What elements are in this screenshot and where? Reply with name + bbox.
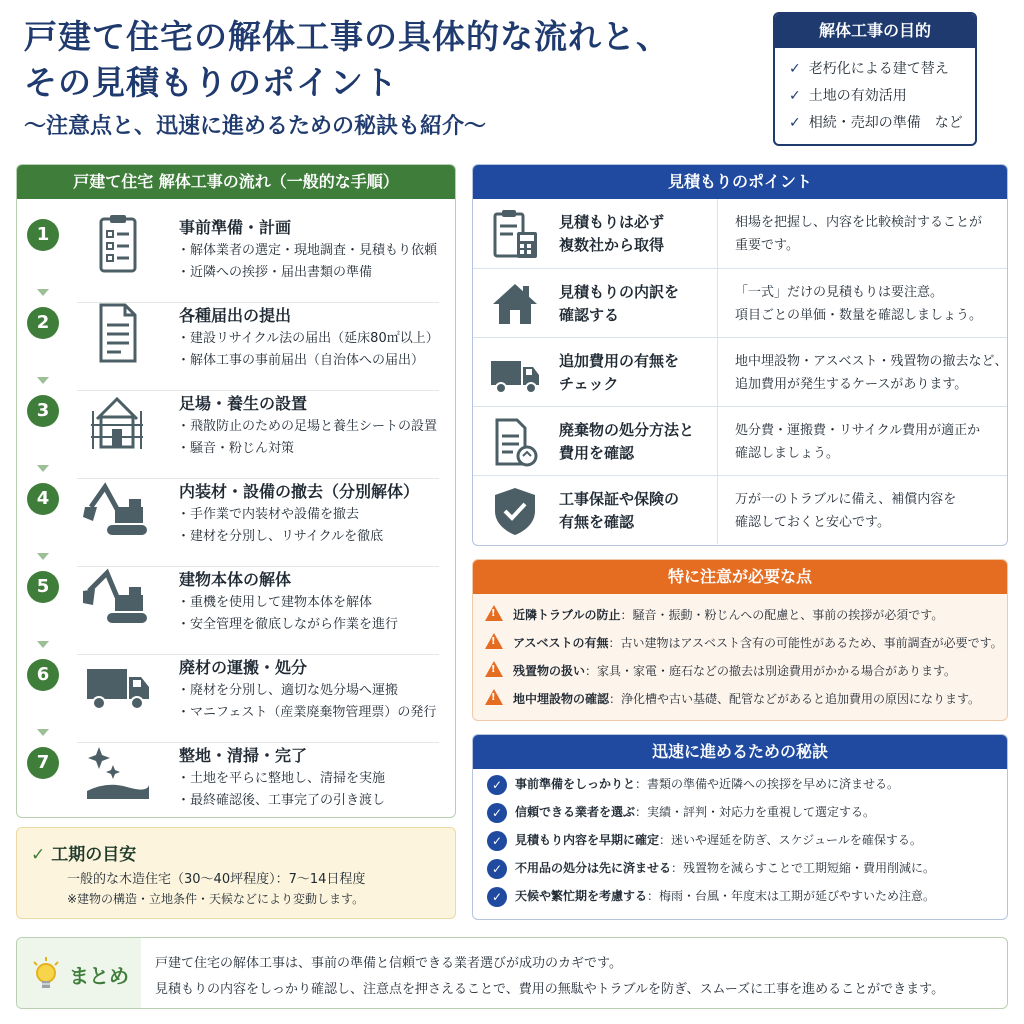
purpose-box — [773, 12, 977, 146]
estimate-row-title: 追加費用の有無を チェック — [559, 352, 680, 393]
step-line: ・最終確認後、工事完了の引き渡し — [177, 793, 386, 808]
check-circle-icon: ✓ — [487, 775, 507, 795]
summary-title: まとめ — [69, 964, 129, 988]
shield-check-icon — [487, 485, 543, 537]
warning-icon: ! — [485, 633, 503, 649]
calculator-clipboard-icon — [487, 208, 543, 260]
caution-item: ! 残置物の扱い：家具・家電・庭石などの撤去は別途費用がかかる場合があります。 — [485, 661, 956, 679]
lightbulb-icon — [31, 956, 61, 992]
step-number: 2 — [27, 307, 59, 339]
house-icon — [487, 278, 543, 330]
tips-panel — [472, 734, 1008, 920]
check-circle-icon: ✓ — [487, 803, 507, 823]
down-arrow-icon — [37, 465, 49, 472]
check-icon: ✓ — [31, 845, 46, 865]
step-number: 5 — [27, 571, 59, 603]
step-title: 建物本体の解体 — [179, 570, 292, 589]
step-number: 4 — [27, 483, 59, 515]
document-recycle-icon — [487, 416, 543, 468]
warning-icon: ! — [485, 605, 503, 621]
estimate-row — [473, 337, 1007, 406]
step-title: 整地・清掃・完了 — [179, 746, 308, 765]
step-line: ・解体業者の選定・現地調査・見積もり依頼 — [177, 243, 438, 258]
clipboard-icon — [77, 213, 157, 277]
period-note: ※建物の構造・立地条件・天候などにより変動します。 — [67, 892, 365, 906]
caution-title: 特に注意が必要な点 — [473, 560, 1007, 594]
step-line: ・建材を分別し、リサイクルを徹底 — [177, 529, 384, 544]
warning-icon: ! — [485, 661, 503, 677]
tip-item: ✓ 信頼できる業者を選ぶ：実績・評判・対応力を重視して選定する。 — [487, 803, 875, 823]
page-header — [24, 14, 754, 142]
step-line: ・飛散防止のための足場と養生シートの設置 — [177, 419, 438, 434]
step-title: 足場・養生の設置 — [179, 394, 308, 413]
step-number: 3 — [27, 395, 59, 427]
estimate-row-desc: 地中埋設物・アスベスト・残置物の撤去など、 追加費用が発生するケースがあります。 — [735, 354, 1008, 392]
check-icon: ✓ — [789, 115, 801, 131]
check-circle-icon: ✓ — [487, 887, 507, 907]
purpose-title: 解体工事の目的 — [775, 14, 975, 48]
flow-step-4 — [17, 479, 455, 567]
summary-line: 見積もりの内容をしっかり確認し、注意点を押さえることで、費用の無駄やトラブルを防ぎ、スムーズに工事を進めることができます。 — [155, 982, 945, 997]
step-number: 7 — [27, 747, 59, 779]
estimate-panel — [472, 164, 1008, 546]
page-title-line2: その見積もりのポイント — [24, 63, 398, 102]
period-box — [16, 827, 456, 919]
excavator-icon — [77, 565, 157, 629]
step-line: ・解体工事の事前届出（自治体への届出） — [177, 353, 425, 368]
summary-box — [16, 937, 1008, 1009]
estimate-row-desc: 処分費・運搬費・リサイクル費用が適正か 確認しましょう。 — [735, 423, 981, 461]
page-title-line1: 戸建て住宅の解体工事の具体的な流れと、 — [24, 17, 670, 56]
down-arrow-icon — [37, 641, 49, 648]
caution-item: ! 近隣トラブルの防止：騒音・振動・粉じんへの配慮と、事前の挨拶が必須です。 — [485, 605, 943, 623]
tip-item: ✓ 見積もり内容を早期に確定：迷いや遅延を防ぎ、スケジュールを確保する。 — [487, 831, 922, 851]
down-arrow-icon — [37, 377, 49, 384]
truck-icon — [487, 347, 543, 399]
step-line: ・廃材を分別し、適切な処分場へ運搬 — [177, 683, 399, 698]
estimate-row — [473, 268, 1007, 337]
sparkle-ground-icon — [77, 741, 157, 805]
step-title: 内装材・設備の撤去（分別解体） — [179, 482, 420, 501]
flow-title: 戸建て住宅 解体工事の流れ（一般的な手順） — [17, 165, 455, 199]
caution-panel — [472, 559, 1008, 721]
flow-step-3 — [17, 391, 455, 479]
estimate-row-title: 廃棄物の処分方法と 費用を確認 — [559, 421, 695, 462]
check-icon: ✓ — [789, 61, 801, 77]
step-number: 6 — [27, 659, 59, 691]
estimate-row-desc: 万が一のトラブルに備え、補償内容を 確認しておくと安心です。 — [735, 492, 957, 530]
page-subtitle: 〜注意点と、迅速に進めるための秘訣も紹介〜 — [24, 114, 487, 139]
caution-item: ! アスベストの有無：古い建物はアスベスト含有の可能性があるため、事前調査が必要です。 — [485, 633, 1003, 651]
step-number: 1 — [27, 219, 59, 251]
step-line: ・建設リサイクル法の届出（延床80㎡以上） — [177, 331, 439, 346]
down-arrow-icon — [37, 553, 49, 560]
estimate-row-title: 見積もりの内訳を 確認する — [559, 283, 680, 324]
truck-icon — [77, 653, 157, 717]
purpose-item: ✓ 老朽化による建て替え — [789, 61, 949, 77]
step-line: ・騒音・粉じん対策 — [177, 441, 295, 456]
step-line: ・重機を使用して建物本体を解体 — [177, 595, 373, 610]
estimate-row — [473, 475, 1007, 544]
step-title: 廃材の運搬・処分 — [179, 658, 308, 677]
document-icon — [77, 301, 157, 365]
estimate-row-desc: 「一式」だけの見積もりは要注意。 項目ごとの単価・数量を確認しましょう。 — [735, 285, 983, 323]
period-title: ✓ 工期の目安 — [31, 845, 137, 865]
step-line: ・土地を平らに整地し、清掃を実施 — [177, 771, 386, 786]
step-line: ・安全管理を徹底しながら作業を進行 — [177, 617, 399, 632]
tip-item: ✓ 天候や繁忙期を考慮する：梅雨・台風・年度末は工期が延びやすいため注意。 — [487, 887, 935, 907]
step-line: ・マニフェスト（産業廃棄物管理票）の発行 — [177, 705, 437, 720]
step-line: ・手作業で内装材や設備を撤去 — [177, 507, 360, 522]
step-line: ・近隣への挨拶・届出書類の準備 — [177, 265, 373, 280]
estimate-row-title: 見積もりは必ず 複数社から取得 — [559, 213, 665, 254]
estimate-row-desc: 相場を把握し、内容を比較検討することが 重要です。 — [735, 215, 983, 253]
check-circle-icon: ✓ — [487, 831, 507, 851]
estimate-row-title: 工事保証や保険の 有無を確認 — [559, 490, 680, 531]
scaffold-house-icon — [77, 389, 157, 453]
flow-step-2 — [17, 303, 455, 391]
estimate-row — [473, 406, 1007, 475]
check-circle-icon: ✓ — [487, 859, 507, 879]
flow-step-7 — [17, 743, 455, 818]
flow-panel — [16, 164, 456, 818]
check-icon: ✓ — [789, 88, 801, 104]
summary-line: 戸建て住宅の解体工事は、事前の準備と信頼できる業者選びが成功のカギです。 — [155, 956, 622, 971]
flow-step-6 — [17, 655, 455, 743]
tip-item: ✓ 不用品の処分は先に済ませる：残置物を減らすことで工期短縮・費用削減に。 — [487, 859, 935, 879]
tips-title: 迅速に進めるための秘訣 — [473, 735, 1007, 769]
purpose-item: ✓ 相続・売却の準備 など — [789, 115, 963, 131]
purpose-item: ✓ 土地の有効活用 — [789, 88, 907, 104]
estimate-title: 見積もりのポイント — [473, 165, 1007, 199]
estimate-row — [473, 199, 1007, 268]
warning-icon: ! — [485, 689, 503, 705]
excavator-icon — [77, 477, 157, 541]
down-arrow-icon — [37, 729, 49, 736]
step-title: 各種届出の提出 — [179, 306, 292, 325]
down-arrow-icon — [37, 289, 49, 296]
tip-item: ✓ 事前準備をしっかりと：書類の準備や近隣への挨拶を早めに済ませる。 — [487, 775, 899, 795]
period-line: 一般的な木造住宅（30〜40坪程度）：7〜14日程度 — [67, 872, 366, 887]
caution-item: ! 地中埋設物の確認：浄化槽や古い基礎、配管などがあると追加費用の原因になります。 — [485, 689, 980, 707]
flow-step-5 — [17, 567, 455, 655]
step-title: 事前準備・計画 — [179, 218, 292, 237]
flow-step-1 — [17, 215, 455, 303]
